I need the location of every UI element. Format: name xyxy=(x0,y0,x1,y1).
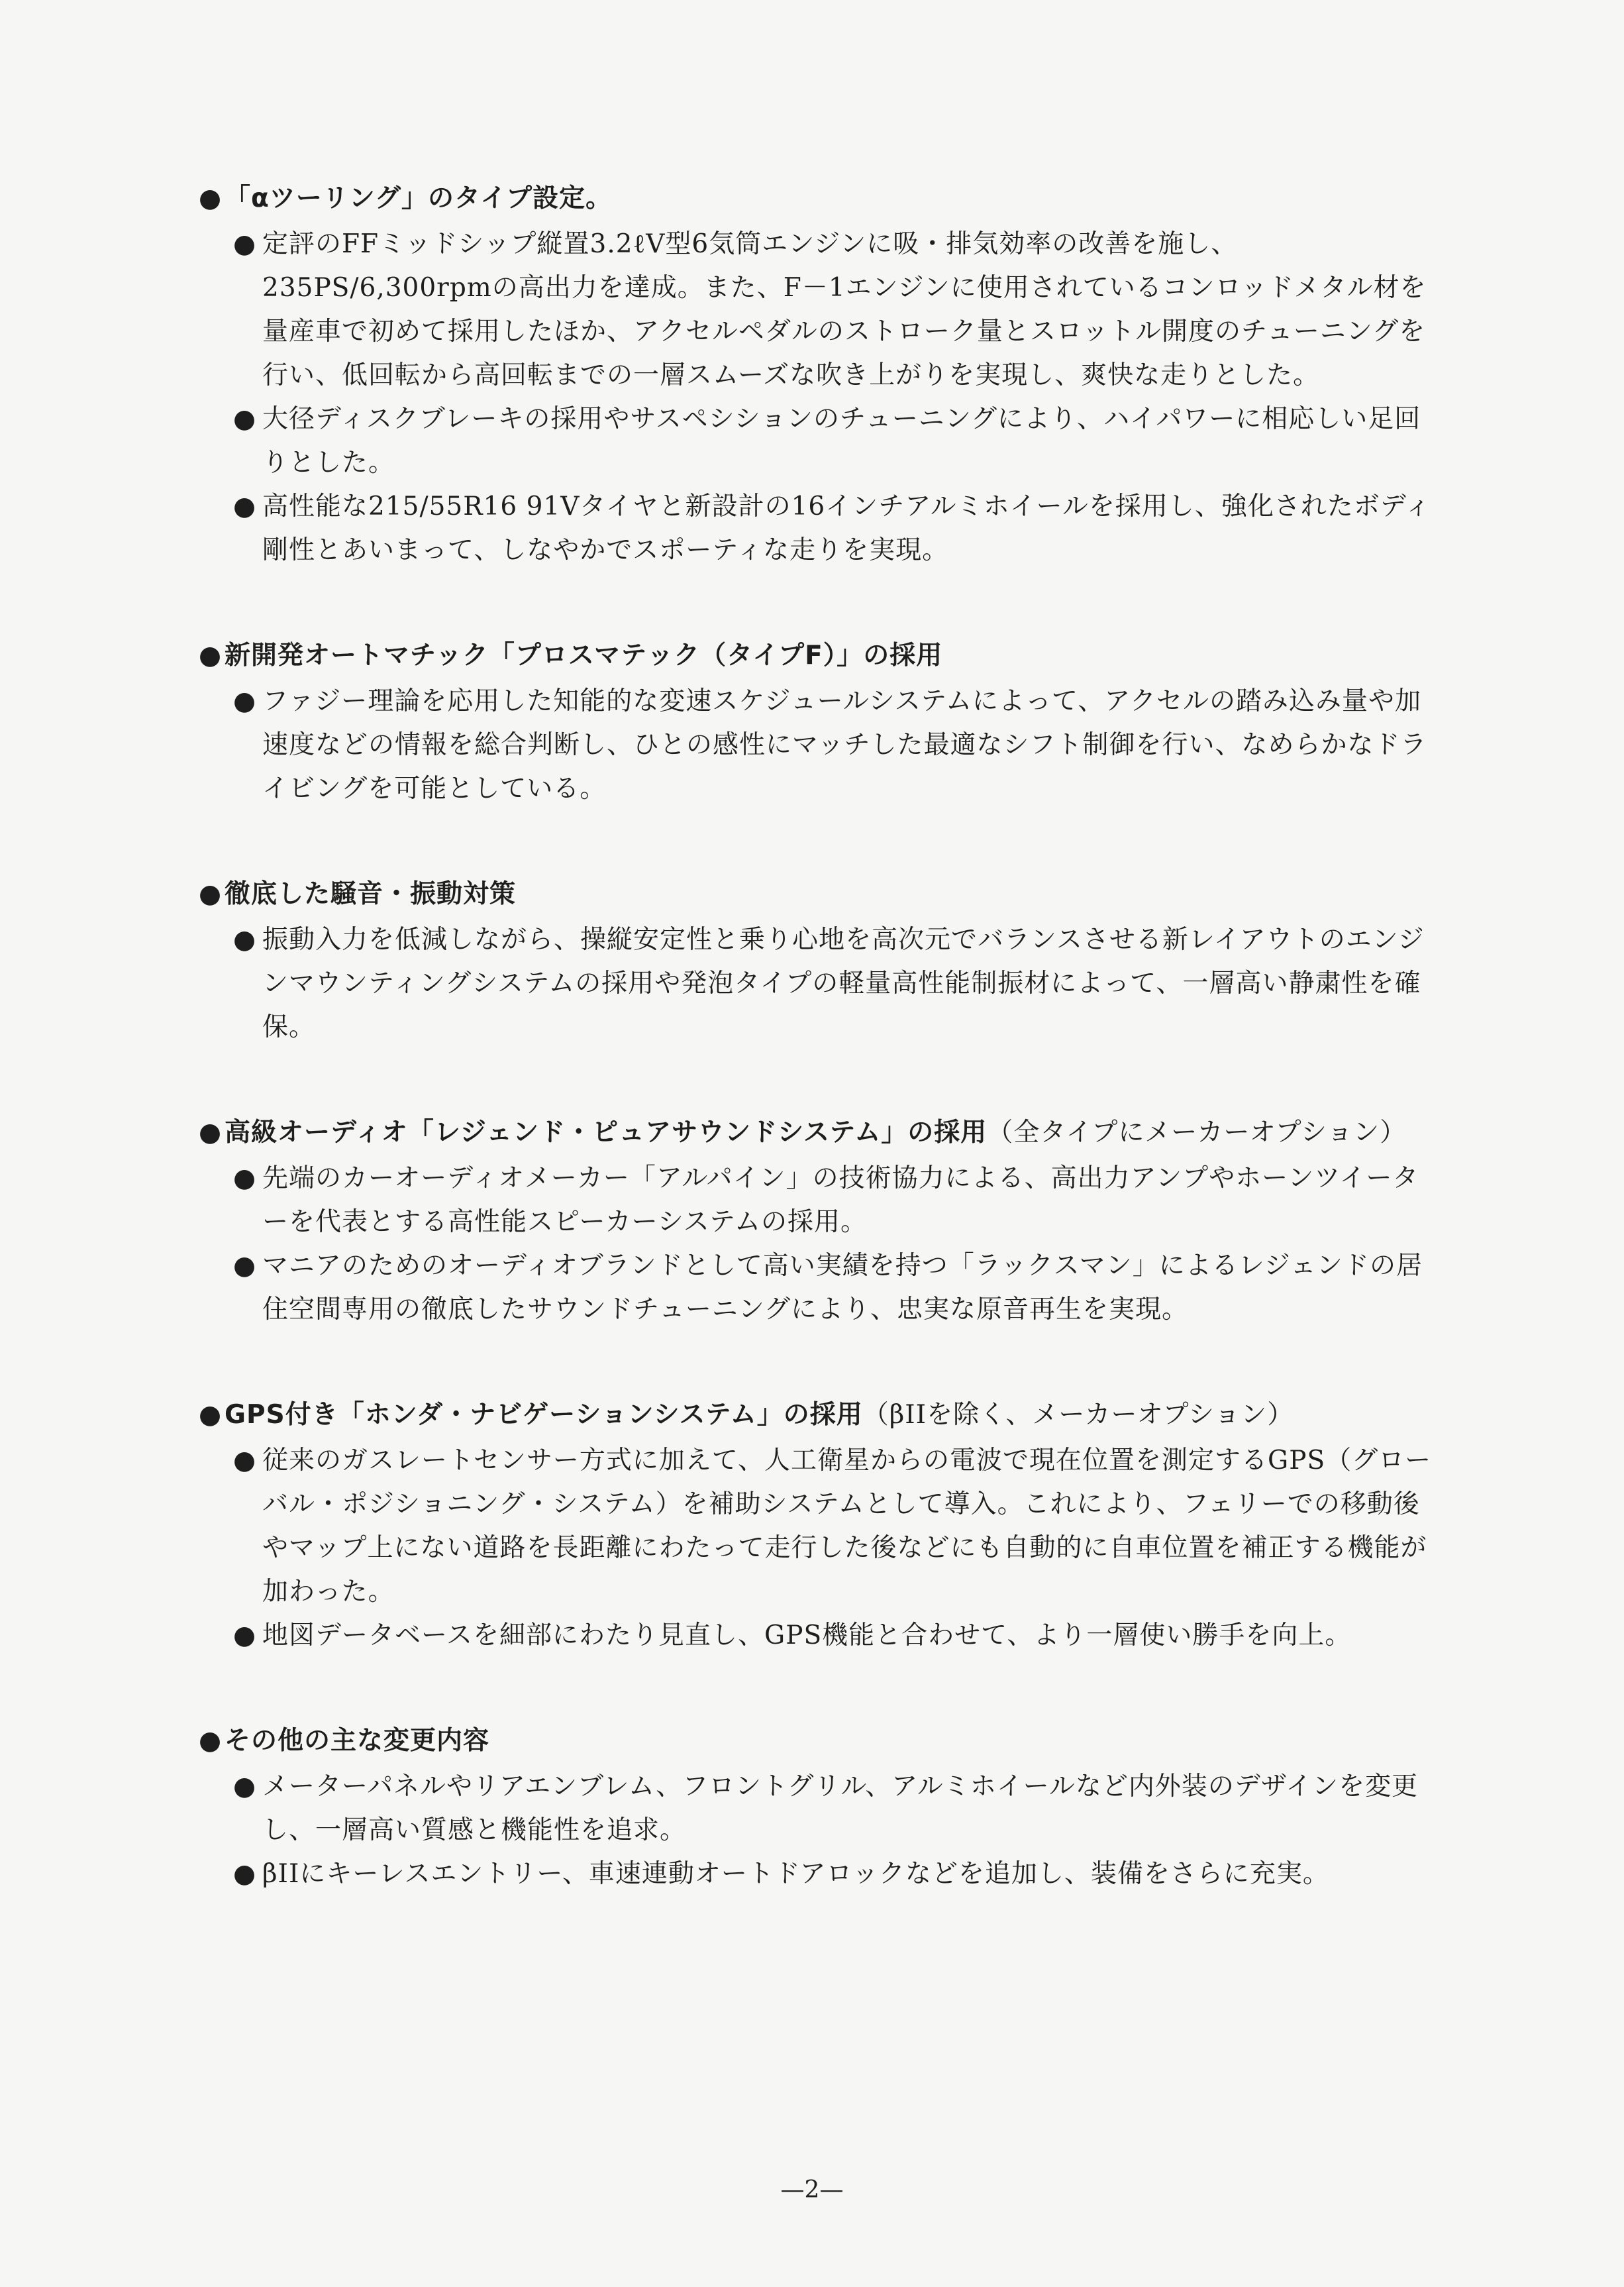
section-heading xyxy=(199,179,1444,219)
section-prosmatec xyxy=(199,636,1444,811)
list-item xyxy=(233,1439,1444,1614)
heading-note: （βIIを除く、メーカーオプション） xyxy=(862,1400,1294,1430)
section-noise-vibration xyxy=(199,875,1444,1049)
bullet-icon: ● xyxy=(233,404,257,434)
bullet-icon: ● xyxy=(233,229,257,259)
item-text: 定評のFFミッドシップ縦置3.2ℓV型6気筒エンジンに吸・排気効率の改善を施し、235PS/6,300rpmの高出力を達成。また、F－1エンジンに使用されているコンロッドメタル材を量産車で初めて採用したほか、アクセルペダルのストローク量とスロットル開度のチューニングを行い、低回転から高回転までの一層スムーズな吹き上がりを実現し、爽快な走りとした。 xyxy=(262,229,1427,390)
bullet-icon: ● xyxy=(199,1400,223,1430)
item-text: 地図データベースを細部にわたり見直し、GPS機能と合わせて、より一層使い勝手を向上。 xyxy=(262,1621,1352,1650)
item-text: 従来のガスレートセンサー方式に加えて、人工衛星からの電波で現在位置を測定するGPS（グローバル・ポジショニング・システム）を補助システムとして導入。これにより、フェリーでの移動後やマップ上にない道路を長距離にわたって走行した後などにも自動的に自車位置を補正する機能が加わった。 xyxy=(262,1446,1432,1607)
bullet-icon: ● xyxy=(233,686,257,716)
item-text: マニアのためのオーディオブランドとして高い実績を持つ「ラックスマン」によるレジェンドの居住空間専用の徹底したサウンドチューニングにより、忠実な原音再生を実現。 xyxy=(262,1251,1423,1324)
heading-note: （全タイプにメーカーオプション） xyxy=(987,1118,1407,1147)
heading-text: 高級オーディオ「レジェンド・ピュアサウンドシステム」の採用 xyxy=(225,1118,988,1147)
bullet-icon: ● xyxy=(199,1726,223,1756)
item-text: 高性能な215/55R16 91Vタイヤと新設計の16インチアルミホイールを採用し、強化されたボディ剛性とあいまって、しなやかでスポーティな走りを実現。 xyxy=(262,492,1431,565)
item-text: 先端のカーオーディオメーカー「アルパイン」の技術協力による、高出力アンプやホーンツイーターを代表とする高性能スピーカーシステムの採用。 xyxy=(262,1163,1419,1237)
list-item xyxy=(233,223,1444,398)
section-heading xyxy=(199,1113,1444,1153)
section-alpha-touring xyxy=(199,179,1444,572)
bullet-icon: ● xyxy=(233,1621,257,1650)
list-item xyxy=(233,1614,1444,1658)
section-audio-system xyxy=(199,1113,1444,1332)
heading-text: その他の主な変更内容 xyxy=(225,1726,490,1756)
item-text: メーターパネルやリアエンブレム、フロントグリル、アルミホイールなど内外装のデザインを変更し、一層高い質感と機能性を追求。 xyxy=(262,1772,1419,1845)
list-item xyxy=(233,485,1444,572)
list-item xyxy=(233,918,1444,1049)
list-item xyxy=(233,680,1444,811)
section-heading xyxy=(199,1395,1444,1435)
bullet-icon: ● xyxy=(233,1772,257,1801)
bullet-icon: ● xyxy=(199,641,223,670)
list-item xyxy=(233,1244,1444,1332)
item-text: βIIにキーレスエントリー、車速連動オートドアロックなどを追加し、装備をさらに充実。 xyxy=(262,1859,1329,1889)
bullet-icon: ● xyxy=(233,925,257,955)
item-text: ファジー理論を応用した知能的な変速スケジュールシステムによって、アクセルの踏み込み量や加速度などの情報を総合判断し、ひとの感性にマッチした最適なシフト制御を行い、なめらかなドライビングを可能としている。 xyxy=(262,686,1427,804)
section-other-changes xyxy=(199,1721,1444,1896)
list-item xyxy=(233,1765,1444,1852)
list-item xyxy=(233,1157,1444,1244)
heading-text: GPS付き「ホンダ・ナビゲーションシステム」の採用 xyxy=(225,1400,863,1430)
section-heading xyxy=(199,875,1444,914)
bullet-icon: ● xyxy=(199,184,223,213)
bullet-icon: ● xyxy=(233,1446,257,1475)
heading-text: 徹底した騒音・振動対策 xyxy=(225,879,517,909)
bullet-icon: ● xyxy=(199,1118,223,1147)
section-navigation xyxy=(199,1395,1444,1658)
heading-text: 「αツーリング」のタイプ設定。 xyxy=(225,184,613,213)
list-item xyxy=(233,398,1444,485)
heading-text: 新開発オートマチック「プロスマテック（タイプF）」の採用 xyxy=(225,641,943,670)
section-heading xyxy=(199,636,1444,676)
bullet-icon: ● xyxy=(199,879,223,909)
section-heading xyxy=(199,1721,1444,1761)
document-body xyxy=(199,179,1444,1960)
page-number: —2— xyxy=(780,2176,844,2204)
item-text: 振動入力を低減しながら、操縦安定性と乗り心地を高次元でバランスさせる新レイアウトのエンジンマウンティングシステムの採用や発泡タイプの軽量高性能制振材によって、一層高い静粛性を確保。 xyxy=(262,925,1425,1042)
item-text: 大径ディスクブレーキの採用やサスペシションのチューニングにより、ハイパワーに相応しい足回りとした。 xyxy=(262,404,1421,478)
bullet-icon: ● xyxy=(233,492,257,521)
list-item xyxy=(233,1852,1444,1896)
bullet-icon: ● xyxy=(233,1859,257,1889)
bullet-icon: ● xyxy=(233,1251,257,1281)
bullet-icon: ● xyxy=(233,1163,257,1193)
